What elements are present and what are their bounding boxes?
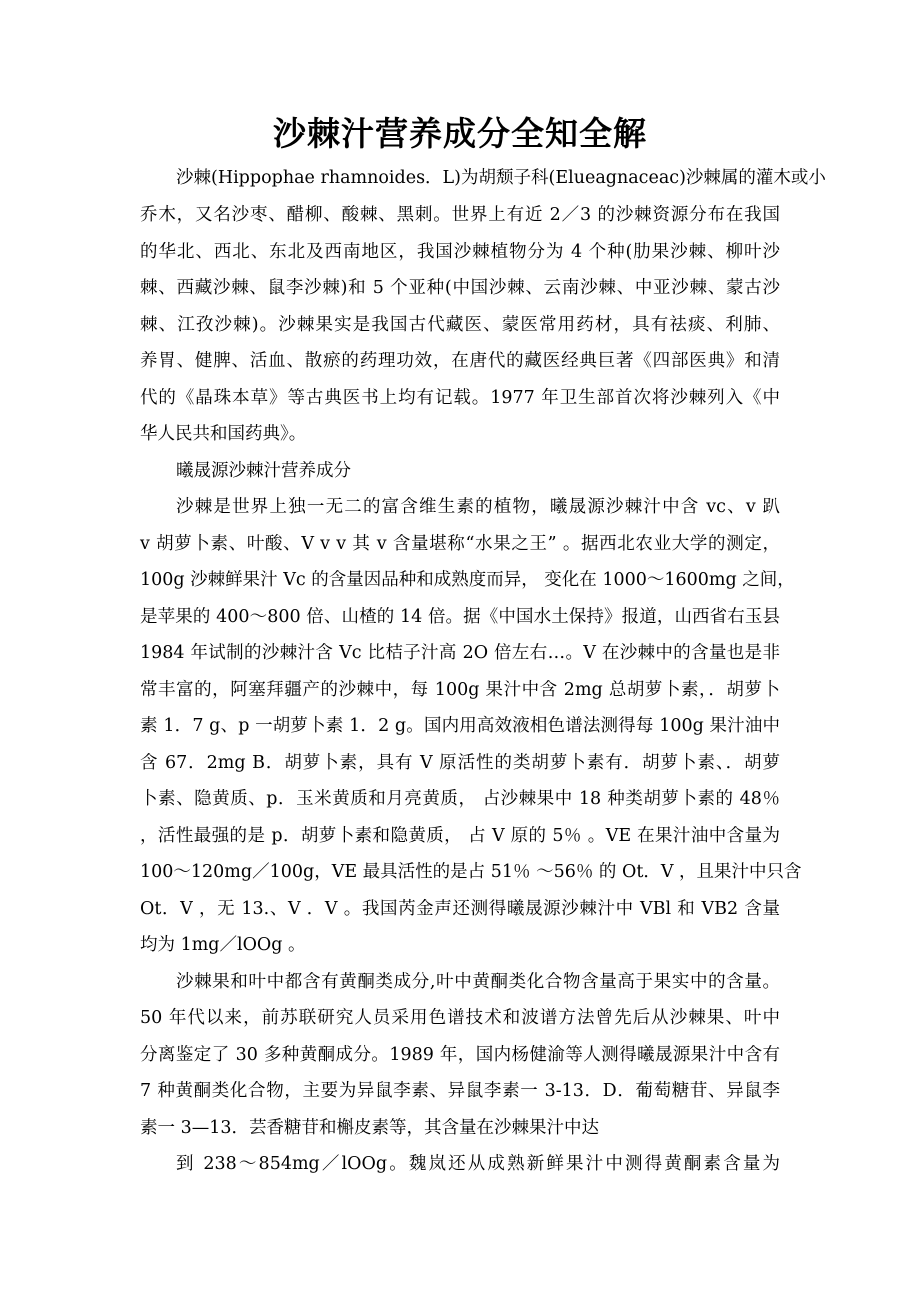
paragraph-line: 沙棘是世界上独一无二的富含维生素的植物，曦晟源沙棘汁中含 vc、v 趴 xyxy=(176,497,780,517)
document-title: 沙棘汁营养成分全知全解 xyxy=(273,114,647,153)
paragraph-line: 素一 3—13．芸香糖苷和槲皮素等，其含量在沙棘果汁中达 xyxy=(140,1118,599,1138)
paragraph-line: Ot．V ，无 13.、V ．V 。我国芮金声还测得曦晟源沙棘汁中 VBl 和 VB2 含量 xyxy=(140,899,780,919)
paragraph-line: 分离鉴定了 30 多种黄酮成分。1989 年，国内杨健渝等人测得曦晟源果汁中含有 xyxy=(140,1045,780,1065)
paragraph-line: 沙棘果和叶中都含有黄酮类成分,叶中黄酮类化合物含量高于果实中的含量。 xyxy=(176,972,780,992)
paragraph-line: ，活性最强的是 p．胡萝卜素和隐黄质， 占 V 原的 5％ 。VE 在果汁油中含量为 xyxy=(140,826,780,846)
paragraph-line: 7 种黄酮类化合物，主要为异鼠李素、异鼠李素一 3-13．D．葡萄糖苷、异鼠李 xyxy=(140,1081,780,1101)
paragraph-line: v 胡萝卜素、叶酸、V v v 其 v 含量堪称“水果之王” 。据西北农业大学的测定， xyxy=(140,534,780,554)
paragraph-line: 乔木，又名沙枣、醋柳、酸棘、黑刺。世界上有近 2／3 的沙棘资源分布在我国 xyxy=(140,205,780,225)
paragraph-line: 50 年代以来，前苏联研究人员采用色谱技术和波谱方法曾先后从沙棘果、叶中 xyxy=(140,1008,780,1028)
paragraph-line: 到 238～854mg／lOOg。魏岚还从成熟新鲜果汁中测得黄酮素含量为 xyxy=(176,1154,780,1174)
paragraph-line: 1984 年试制的沙棘汁含 Vc 比桔子汁高 2O 倍左右…。V 在沙棘中的含量也是非 xyxy=(140,643,780,663)
paragraph-line: 棘、西藏沙棘、鼠李沙棘)和 5 个亚种(中国沙棘、云南沙棘、中亚沙棘、蒙古沙 xyxy=(140,278,780,298)
paragraph-line: 是苹果的 400～800 倍、山楂的 14 倍。据《中国水土保持》报道，山西省右玉县 xyxy=(140,607,780,627)
paragraph-line: 棘、江孜沙棘)。沙棘果实是我国古代藏医、蒙医常用药材，具有祛痰、利肺、 xyxy=(140,315,780,335)
paragraph-line: 均为 1mg／lOOg 。 xyxy=(140,935,306,955)
paragraph-line: 含 67．2mg B．胡萝卜素，具有 V 原活性的类胡萝卜素有．胡萝卜素、．胡萝 xyxy=(140,753,780,773)
paragraph-line: 常丰富的，阿塞拜疆产的沙棘中，每 100g 果汁中含 2mg 总胡萝卜素，．胡萝卜 xyxy=(140,680,780,700)
paragraph-line: 养胃、健脾、活血、散瘀的药理功效，在唐代的藏医经典巨著《四部医典》和清 xyxy=(140,351,780,371)
paragraph-line: 曦晟源沙棘汁营养成分 xyxy=(176,461,351,481)
paragraph-line: 沙棘(Hippophae rhamnoides．L)为胡颓子科(Elueagnaceac)沙棘属的灌木或小 xyxy=(176,168,826,188)
paragraph-line: 代的《晶珠本草》等古典医书上均有记载。1977 年卫生部首次将沙棘列入《中 xyxy=(140,388,780,408)
paragraph-line: 100g 沙棘鲜果汁 Vc 的含量因品种和成熟度而异， 变化在 1000～1600mg 之间， xyxy=(140,570,795,590)
paragraph-line: 华人民共和国药典》。 xyxy=(140,424,307,444)
paragraph-line: 素 1．7 g、p 一胡萝卜素 1．2 g。国内用高效液相色谱法测得每 100g 果汁油中 xyxy=(140,716,780,736)
paragraph-line: 卜素、隐黄质、p．玉米黄质和月亮黄质， 占沙棘果中 18 种类胡萝卜素的 48％ xyxy=(140,789,780,809)
paragraph-line: 100～120mg／100g，VE 最具活性的是占 51％ ～56％ 的 Ot．V ，且果汁中只含 xyxy=(140,862,802,882)
paragraph-line: 的华北、西北、东北及西南地区，我国沙棘植物分为 4 个种(肋果沙棘、柳叶沙 xyxy=(140,242,780,262)
